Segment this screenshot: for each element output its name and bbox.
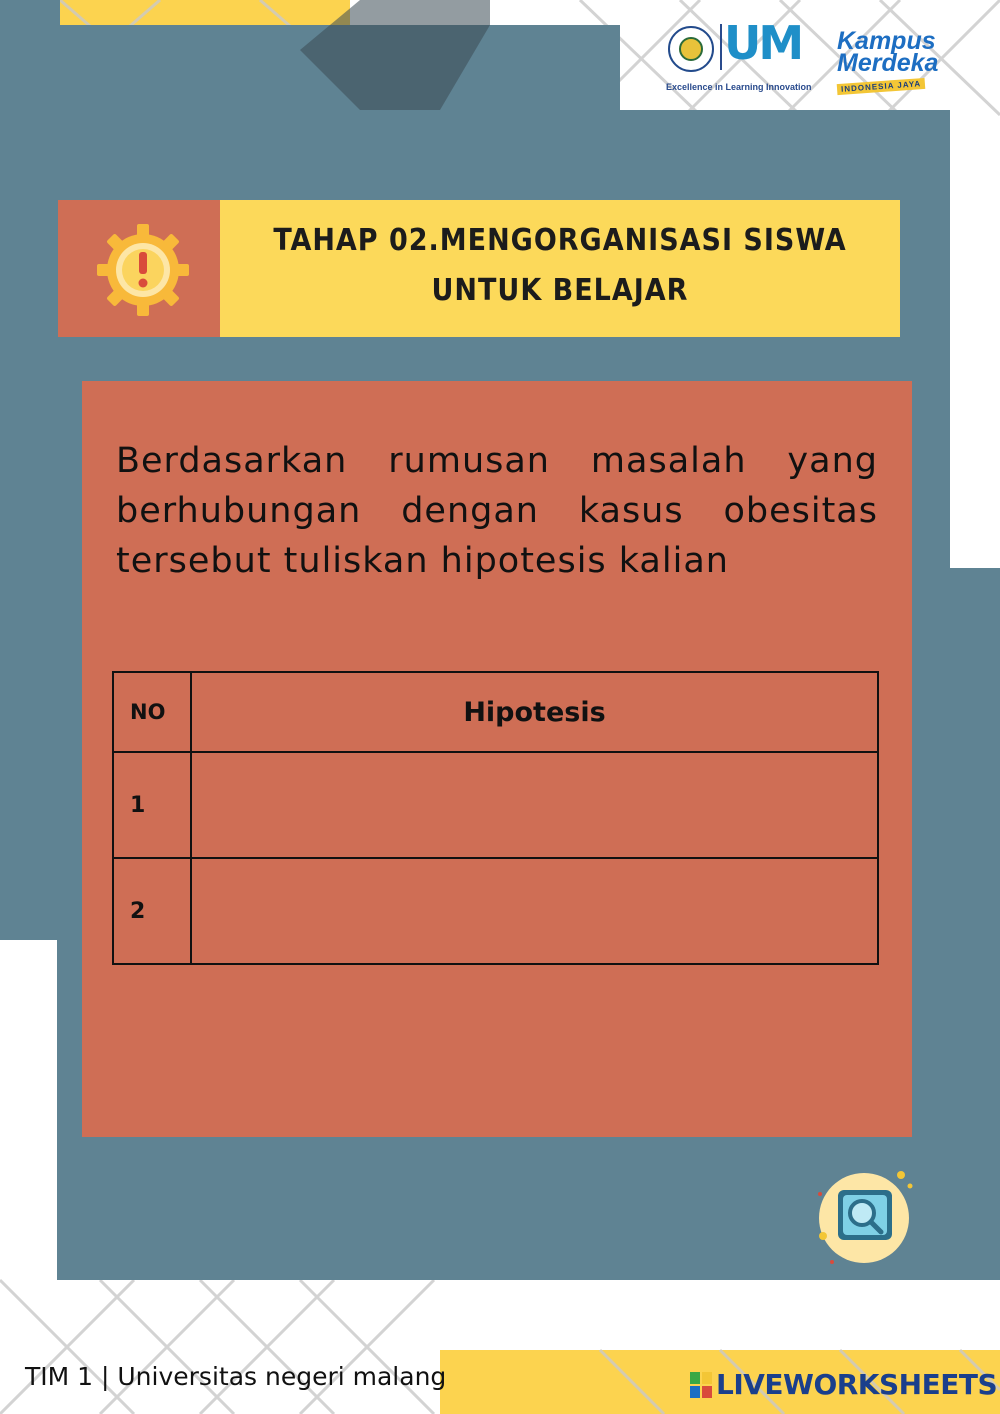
header-logos xyxy=(662,16,962,97)
logo-divider xyxy=(720,24,722,70)
hypothesis-answer-cell[interactable] xyxy=(191,752,878,858)
gear-warning-icon xyxy=(95,222,191,318)
row-number: 1 xyxy=(113,752,191,858)
banner-title-panel xyxy=(220,200,900,337)
table-header-row xyxy=(113,672,878,752)
column-header-no: NO xyxy=(113,672,191,752)
magnifier-icon xyxy=(812,1166,916,1270)
right-blue-band xyxy=(948,568,1000,1280)
liveworksheets-logo xyxy=(690,1368,997,1401)
university-seal-icon xyxy=(668,26,714,72)
campus-logo-band: INDONESIA JAYA xyxy=(837,78,926,95)
campus-logo-line1: Kampus xyxy=(837,27,936,55)
row-number: 2 xyxy=(113,858,191,964)
university-logo: UM xyxy=(724,16,802,70)
task-prompt: Berdasarkan rumusan masalah yang berhubungan dengan kasus obesitas tersebut tuliskan hipotesis kalian xyxy=(116,441,878,581)
liveworksheets-wordmark: LIVEWORKSHEETS xyxy=(716,1368,998,1401)
footer-credit: TIM 1 | Universitas negeri malang xyxy=(25,1362,447,1391)
hypothesis-table xyxy=(112,671,879,965)
university-tagline: Excellence in Learning Innovation xyxy=(666,82,812,92)
campus-logo-line2: Merdeka xyxy=(837,49,939,77)
column-header-hipotesis: Hipotesis xyxy=(191,672,878,752)
left-blue-band xyxy=(0,0,60,940)
page-title: TAHAP 02.MENGORGANISASI SISWA UNTUK BELAJAR xyxy=(273,222,847,308)
hypothesis-answer-cell[interactable] xyxy=(191,858,878,964)
table-row xyxy=(113,752,878,858)
table-row xyxy=(113,858,878,964)
kampus-merdeka-logo xyxy=(837,27,955,94)
liveworksheets-icon xyxy=(690,1372,712,1398)
dark-accent-shape xyxy=(300,0,490,110)
